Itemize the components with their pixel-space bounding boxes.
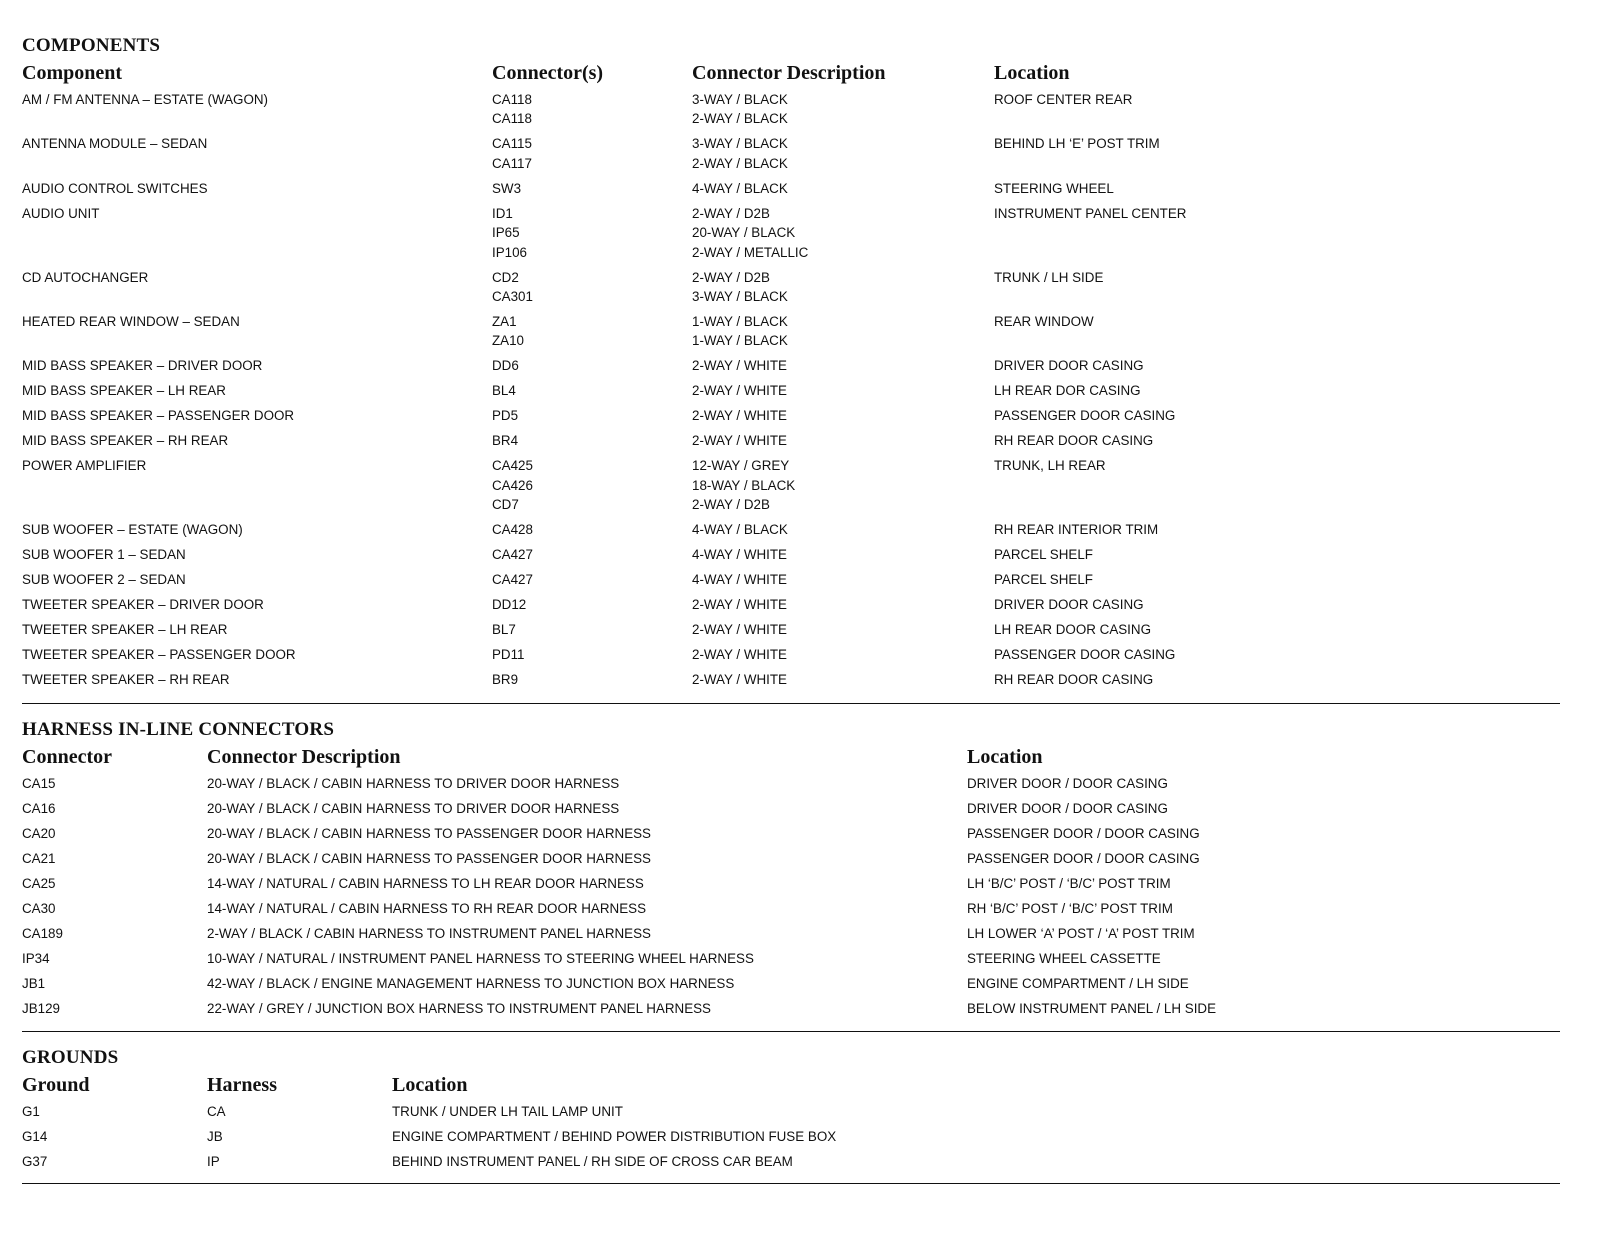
table-row [22, 874, 1560, 893]
connector-ids [492, 431, 518, 450]
connector-description [692, 268, 788, 307]
harness-description [207, 924, 651, 943]
component-name-line: MID BASS SPEAKER – PASSENGER DOOR [22, 408, 295, 424]
connector-ids-line: PD11 [492, 646, 525, 662]
connector-ids [492, 645, 525, 664]
harness-location-line: STEERING WHEEL CASSETTE [967, 951, 1161, 967]
ground-harness [207, 1102, 226, 1121]
harness-header-location: Location [967, 746, 1043, 769]
connector-ids [492, 406, 518, 425]
component-name [22, 570, 186, 589]
component-location [994, 431, 1153, 450]
connector-description-line: 3-WAY / BLACK [692, 92, 788, 107]
table-row [22, 545, 1560, 564]
connector-description-line: 2-WAY / BLACK [692, 111, 788, 127]
connector-description [692, 204, 808, 262]
harness-description-line: 2-WAY / BLACK / CABIN HARNESS TO INSTRUMENT PANEL HARNESS [207, 926, 651, 942]
connector-ids-line: CA117 [492, 155, 532, 171]
grounds-header-row [22, 1070, 1560, 1100]
component-location [994, 595, 1144, 614]
harness-connector [22, 999, 60, 1018]
connector-ids-line: ID1 [492, 205, 513, 221]
connector-ids-line: DD12 [492, 597, 527, 612]
grounds-title: GROUNDS [22, 1046, 119, 1068]
component-location [994, 90, 1132, 109]
connector-description [692, 595, 787, 614]
connector-description-line: 3-WAY / BLACK [692, 288, 788, 304]
component-location-line: DRIVER DOOR CASING [994, 597, 1144, 612]
ground-location-line: BEHIND INSTRUMENT PANEL / RH SIDE OF CROSS CAR BEAM [392, 1153, 793, 1169]
connector-ids-line: BL7 [492, 621, 516, 637]
ground-location-line: ENGINE COMPARTMENT / BEHIND POWER DISTRIBUTION FUSE BOX [392, 1128, 837, 1144]
component-name-line: MID BASS SPEAKER – DRIVER DOOR [22, 358, 263, 374]
component-name-line: HEATED REAR WINDOW – SEDAN [22, 313, 240, 329]
connector-ids-line: BR4 [492, 433, 519, 449]
component-location [994, 456, 1106, 475]
component-location-line: PASSENGER DOOR CASING [994, 646, 1176, 662]
component-location [994, 670, 1153, 689]
harness-connector-line: CA189 [22, 926, 63, 942]
table-row [22, 204, 1560, 262]
connector-ids-line: BL4 [492, 383, 516, 399]
table-row [22, 406, 1560, 425]
harness-description [207, 874, 644, 893]
harness-location [967, 999, 1216, 1018]
harness-description [207, 774, 619, 793]
harness-connector [22, 924, 63, 943]
grounds-section [22, 1046, 1560, 1171]
component-name-line: ANTENNA MODULE – SEDAN [22, 136, 208, 152]
component-location [994, 620, 1151, 639]
ground-location-line: TRUNK / UNDER LH TAIL LAMP UNIT [392, 1103, 623, 1119]
harness-description [207, 849, 651, 868]
component-name [22, 645, 296, 664]
connector-description [692, 620, 787, 639]
harness-connector-line: IP34 [22, 951, 50, 967]
connector-description-line: 4-WAY / WHITE [692, 572, 787, 588]
harness-description-line: 22-WAY / GREY / JUNCTION BOX HARNESS TO INSTRUMENT PANEL HARNESS [207, 1001, 711, 1017]
connector-description [692, 134, 788, 173]
harness-description [207, 799, 619, 818]
table-row [22, 774, 1560, 793]
connector-description-line: 2-WAY / WHITE [692, 646, 787, 662]
harness-location-line: RH ‘B/C’ POST / ‘B/C’ POST TRIM [967, 901, 1173, 917]
harness-description [207, 974, 734, 993]
table-row [22, 824, 1560, 843]
harness-connector-line: JB1 [22, 976, 46, 992]
connector-description-line: 2-WAY / WHITE [692, 621, 787, 637]
table-row [22, 899, 1560, 918]
harness-location-line: BELOW INSTRUMENT PANEL / LH SIDE [967, 1001, 1217, 1017]
connector-description [692, 312, 788, 351]
harness-connector-line: CA21 [22, 851, 56, 867]
harness-location-line: ENGINE COMPARTMENT / LH SIDE [967, 976, 1189, 992]
connector-description [692, 645, 787, 664]
grounds-table [22, 1102, 1560, 1171]
component-location [994, 268, 1103, 287]
table-row [22, 1102, 1560, 1121]
component-name [22, 431, 228, 450]
harness-connector [22, 899, 56, 918]
connector-description-line: 2-WAY / METALLIC [692, 244, 809, 260]
harness-connector-line: CA20 [22, 826, 56, 842]
connector-ids-line: ZA10 [492, 333, 525, 349]
connector-description [692, 431, 787, 450]
connector-description-line: 2-WAY / D2B [692, 269, 770, 285]
component-location [994, 356, 1144, 375]
component-location-line: RH REAR DOOR CASING [994, 433, 1154, 449]
connector-description [692, 570, 787, 589]
connector-description-line: 2-WAY / D2B [692, 205, 770, 221]
component-name-line: MID BASS SPEAKER – LH REAR [22, 383, 226, 399]
harness-section [22, 718, 1560, 1018]
component-name [22, 204, 99, 223]
table-row [22, 1127, 1560, 1146]
component-name [22, 312, 240, 331]
components-header-component: Component [22, 62, 123, 84]
connector-ids [492, 134, 532, 173]
ground-id-line: G14 [22, 1128, 48, 1144]
connector-description-line: 2-WAY / WHITE [692, 597, 787, 612]
table-row [22, 999, 1560, 1018]
harness-connector [22, 824, 56, 843]
component-name-line: TWEETER SPEAKER – DRIVER DOOR [22, 597, 264, 612]
connector-ids-line: CA428 [492, 522, 533, 538]
component-location-line: PARCEL SHELF [994, 572, 1093, 588]
harness-title: HARNESS IN-LINE CONNECTORS [22, 719, 335, 741]
component-name-line: POWER AMPLIFIER [22, 458, 147, 474]
table-row [22, 381, 1560, 400]
ground-id [22, 1102, 40, 1121]
connector-ids [492, 520, 533, 539]
harness-connector-line: CA25 [22, 876, 56, 892]
component-name-line: SUB WOOFER 1 – SEDAN [22, 547, 186, 563]
connector-ids-line: CA427 [492, 572, 533, 588]
harness-location [967, 774, 1168, 793]
table-row [22, 356, 1560, 375]
ground-id-line: G1 [22, 1103, 40, 1119]
connector-description-line: 4-WAY / BLACK [692, 522, 788, 538]
connector-ids-line: CD7 [492, 497, 519, 513]
component-location-line: RH REAR INTERIOR TRIM [994, 522, 1159, 538]
divider-line [22, 1183, 1560, 1184]
harness-location-line: LH LOWER ‘A’ POST / ‘A’ POST TRIM [967, 926, 1195, 942]
component-location-line: PASSENGER DOOR CASING [994, 408, 1176, 424]
harness-connector [22, 849, 56, 868]
connector-description-line: 2-WAY / WHITE [692, 671, 787, 687]
table-row [22, 520, 1560, 539]
harness-connector [22, 799, 56, 818]
table-row [22, 1152, 1560, 1171]
connector-ids-line: CD2 [492, 269, 519, 285]
component-name-line: SUB WOOFER – ESTATE (WAGON) [22, 522, 243, 538]
table-row [22, 268, 1560, 307]
table-row [22, 949, 1560, 968]
table-row [22, 974, 1560, 993]
table-row [22, 431, 1560, 450]
connector-ids [492, 356, 519, 375]
component-name [22, 545, 186, 564]
harness-location [967, 874, 1171, 893]
component-location-line: RH REAR DOOR CASING [994, 671, 1154, 687]
harness-location-line: DRIVER DOOR / DOOR CASING [967, 801, 1168, 817]
component-location-line: DRIVER DOOR CASING [994, 358, 1144, 374]
harness-description-line: 20-WAY / BLACK / CABIN HARNESS TO DRIVER DOOR HARNESS [207, 776, 620, 792]
ground-id-line: G37 [22, 1153, 48, 1169]
connector-description-line: 1-WAY / BLACK [692, 333, 788, 349]
connector-description [692, 456, 795, 514]
component-name [22, 90, 268, 109]
harness-location [967, 849, 1200, 868]
harness-connector-line: CA16 [22, 801, 56, 817]
table-row [22, 179, 1560, 198]
components-header-connectors: Connector(s) [492, 62, 604, 84]
table-row [22, 849, 1560, 868]
harness-connector-line: JB129 [22, 1001, 60, 1017]
harness-description-line: 14-WAY / NATURAL / CABIN HARNESS TO RH REAR DOOR HARNESS [207, 901, 646, 917]
connector-ids-line: IP106 [492, 244, 527, 260]
component-name [22, 356, 262, 375]
components-title: COMPONENTS [22, 35, 161, 56]
harness-location [967, 799, 1168, 818]
connector-ids-line: CA115 [492, 136, 532, 152]
connector-ids [492, 545, 533, 564]
connector-description [692, 179, 788, 198]
connector-ids [492, 620, 516, 639]
component-name [22, 595, 264, 614]
connector-ids-line: CA118 [492, 111, 532, 127]
component-location-line: STEERING WHEEL [994, 180, 1114, 196]
component-name [22, 456, 146, 475]
harness-connector [22, 874, 56, 893]
component-name [22, 620, 227, 639]
connector-ids [492, 312, 524, 351]
connector-ids-line: BR9 [492, 671, 519, 687]
ground-location [392, 1102, 623, 1121]
table-row [22, 645, 1560, 664]
harness-location-line: LH ‘B/C’ POST / ‘B/C’ POST TRIM [967, 876, 1171, 892]
connector-ids [492, 90, 532, 129]
component-name [22, 381, 226, 400]
grounds-header-location: Location [392, 1073, 468, 1096]
components-header-description: Connector Description [692, 62, 886, 84]
component-name [22, 406, 294, 425]
components-header-location: Location [994, 62, 1070, 84]
harness-header-row [22, 742, 1560, 772]
components-header-row [22, 58, 1560, 88]
connector-description-line: 2-WAY / BLACK [692, 155, 788, 171]
harness-description-line: 10-WAY / NATURAL / INSTRUMENT PANEL HARNESS TO STEERING WHEEL HARNESS [207, 951, 754, 967]
connector-ids-line: CA118 [492, 92, 532, 107]
connector-description [692, 90, 788, 129]
connector-ids-line: IP65 [492, 225, 520, 241]
harness-description-line: 20-WAY / BLACK / CABIN HARNESS TO DRIVER DOOR HARNESS [207, 801, 620, 817]
table-row [22, 90, 1560, 129]
harness-description [207, 899, 646, 918]
component-location [994, 134, 1160, 153]
harness-location [967, 899, 1173, 918]
table-row [22, 134, 1560, 173]
component-location [994, 520, 1158, 539]
harness-location [967, 949, 1161, 968]
connector-ids-line: DD6 [492, 358, 519, 374]
grounds-header-ground: Ground [22, 1073, 90, 1096]
harness-connector-line: CA30 [22, 901, 56, 917]
component-name-line: AUDIO CONTROL SWITCHES [22, 180, 208, 196]
harness-connector [22, 774, 56, 793]
connector-ids-line: CA426 [492, 477, 533, 493]
component-name-line: MID BASS SPEAKER – RH REAR [22, 433, 229, 449]
connector-description [692, 520, 788, 539]
ground-id [22, 1127, 47, 1146]
harness-header-connector: Connector [22, 746, 112, 769]
connector-ids-line: CA301 [492, 288, 533, 304]
component-name-line: CD AUTOCHANGER [22, 269, 149, 285]
ground-harness-line: CA [207, 1103, 226, 1119]
connector-description-line: 12-WAY / GREY [692, 458, 790, 474]
connector-ids-line: CA425 [492, 458, 533, 474]
components-section [22, 34, 1560, 689]
connector-ids-line: PD5 [492, 408, 519, 424]
component-location-line: ROOF CENTER REAR [994, 92, 1133, 107]
connector-ids-line: ZA1 [492, 313, 517, 329]
component-location-line: TRUNK / LH SIDE [994, 269, 1104, 285]
component-name-line: TWEETER SPEAKER – RH REAR [22, 671, 230, 687]
component-location-line: LH REAR DOOR CASING [994, 621, 1151, 637]
connector-ids [492, 595, 526, 614]
harness-connector-line: CA15 [22, 776, 56, 792]
connector-ids [492, 204, 527, 262]
ground-location [392, 1152, 793, 1171]
harness-location [967, 924, 1195, 943]
connector-description-line: 20-WAY / BLACK [692, 225, 796, 241]
connector-ids [492, 268, 533, 307]
harness-description-line: 20-WAY / BLACK / CABIN HARNESS TO PASSENGER DOOR HARNESS [207, 826, 651, 842]
component-location [994, 406, 1175, 425]
connector-ids-line: CA427 [492, 547, 533, 563]
connector-description-line: 2-WAY / WHITE [692, 433, 787, 449]
harness-location [967, 974, 1189, 993]
component-name [22, 670, 230, 689]
ground-location [392, 1127, 836, 1146]
ground-harness [207, 1152, 220, 1171]
harness-description [207, 824, 651, 843]
connector-description [692, 406, 787, 425]
component-location [994, 179, 1114, 198]
connector-ids [492, 381, 516, 400]
component-location-line: INSTRUMENT PANEL CENTER [994, 205, 1187, 221]
component-location [994, 645, 1175, 664]
harness-description-line: 20-WAY / BLACK / CABIN HARNESS TO PASSENGER DOOR HARNESS [207, 851, 651, 867]
harness-description [207, 999, 711, 1018]
table-row [22, 799, 1560, 818]
component-name [22, 520, 243, 539]
component-location-line: TRUNK, LH REAR [994, 458, 1106, 474]
harness-description-line: 14-WAY / NATURAL / CABIN HARNESS TO LH REAR DOOR HARNESS [207, 876, 644, 892]
table-row [22, 456, 1560, 514]
component-name-line: AUDIO UNIT [22, 205, 100, 221]
component-location [994, 545, 1093, 564]
harness-location-line: DRIVER DOOR / DOOR CASING [967, 776, 1168, 792]
table-row [22, 620, 1560, 639]
connector-description-line: 1-WAY / BLACK [692, 313, 788, 329]
component-name-line: SUB WOOFER 2 – SEDAN [22, 572, 186, 588]
table-row [22, 924, 1560, 943]
component-location [994, 570, 1093, 589]
component-name [22, 134, 207, 153]
component-name-line: TWEETER SPEAKER – PASSENGER DOOR [22, 646, 296, 662]
component-location [994, 312, 1094, 331]
component-name [22, 268, 148, 287]
connector-ids-line: SW3 [492, 180, 522, 196]
grounds-header-harness: Harness [207, 1073, 277, 1096]
divider-line [22, 703, 1560, 704]
ground-harness-line: JB [207, 1128, 223, 1144]
component-location-line: BEHIND LH ‘E’ POST TRIM [994, 136, 1160, 152]
table-row [22, 670, 1560, 689]
harness-connector [22, 974, 45, 993]
harness-location-line: PASSENGER DOOR / DOOR CASING [967, 826, 1200, 842]
connector-ids [492, 570, 533, 589]
harness-location-line: PASSENGER DOOR / DOOR CASING [967, 851, 1200, 867]
connector-description-line: 3-WAY / BLACK [692, 136, 788, 152]
component-location-line: PARCEL SHELF [994, 547, 1093, 563]
connector-description [692, 381, 787, 400]
divider-line [22, 1031, 1560, 1032]
connector-ids [492, 456, 533, 514]
component-location [994, 381, 1141, 400]
harness-table [22, 774, 1560, 1018]
table-row [22, 570, 1560, 589]
connector-description-line: 2-WAY / D2B [692, 497, 770, 513]
connector-description-line: 2-WAY / WHITE [692, 358, 787, 374]
connector-description-line: 18-WAY / BLACK [692, 477, 796, 493]
harness-description [207, 949, 754, 968]
connector-description-line: 2-WAY / WHITE [692, 383, 787, 399]
ground-id [22, 1152, 47, 1171]
components-table [22, 90, 1560, 689]
component-name [22, 179, 208, 198]
component-location-line: REAR WINDOW [994, 313, 1094, 329]
component-location-line: LH REAR DOR CASING [994, 383, 1141, 399]
table-row [22, 312, 1560, 351]
ground-harness-line: IP [207, 1153, 220, 1169]
document-page [22, 34, 1560, 1184]
connector-description-line: 4-WAY / BLACK [692, 180, 788, 196]
connector-description-line: 4-WAY / WHITE [692, 547, 787, 563]
harness-connector [22, 949, 50, 968]
harness-description-line: 42-WAY / BLACK / ENGINE MANAGEMENT HARNESS TO JUNCTION BOX HARNESS [207, 976, 735, 992]
connector-description-line: 2-WAY / WHITE [692, 408, 787, 424]
component-name-line: TWEETER SPEAKER – LH REAR [22, 621, 228, 637]
table-row [22, 595, 1560, 614]
harness-location [967, 824, 1200, 843]
component-location [994, 204, 1186, 223]
connector-description [692, 670, 787, 689]
connector-description [692, 545, 787, 564]
connector-description [692, 356, 787, 375]
connector-ids [492, 179, 521, 198]
harness-header-description: Connector Description [207, 746, 401, 769]
component-name-line: AM / FM ANTENNA – ESTATE (WAGON) [22, 92, 269, 107]
connector-ids [492, 670, 518, 689]
ground-harness [207, 1127, 223, 1146]
